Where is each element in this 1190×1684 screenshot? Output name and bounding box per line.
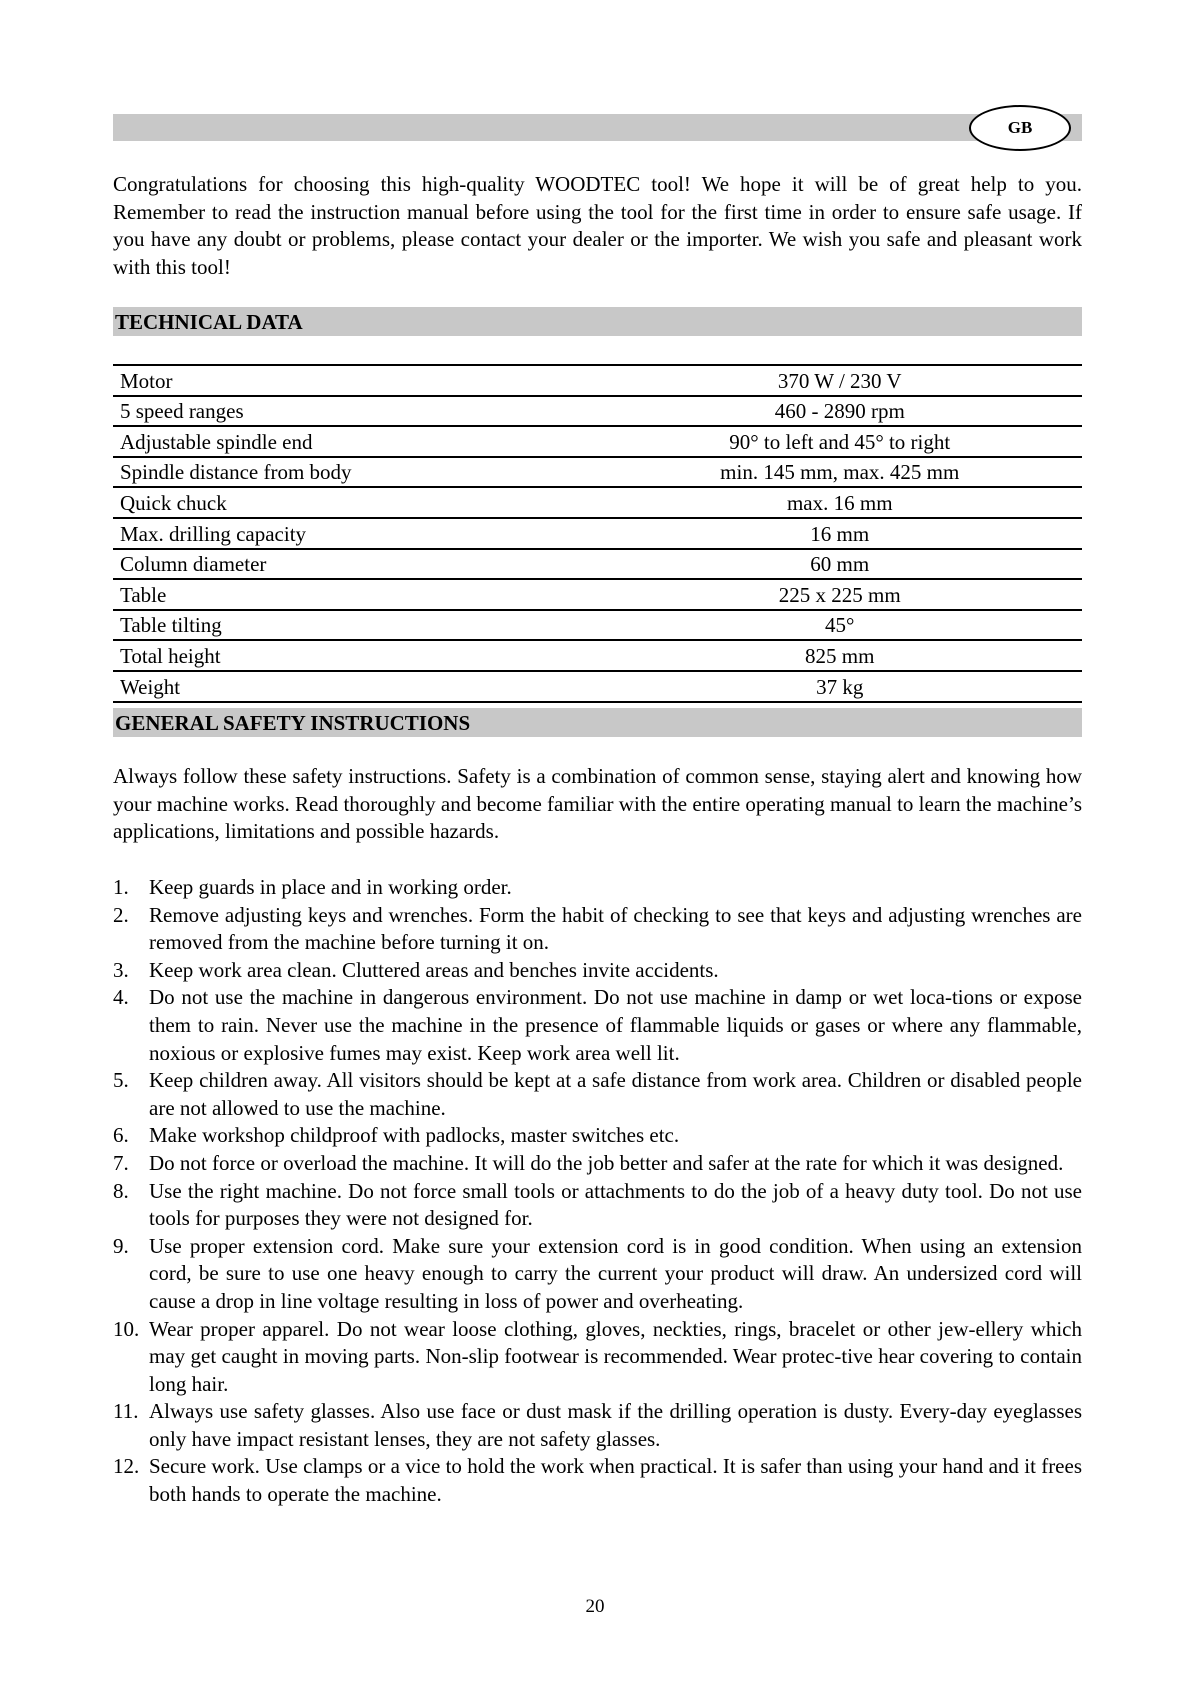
table-row — [113, 518, 1082, 549]
list-item-text: Keep guards in place and in working order. — [149, 875, 512, 899]
list-item — [113, 1316, 1082, 1399]
spec-value: 370 W / 230 V — [598, 365, 1083, 396]
table-row — [113, 487, 1082, 518]
spec-value: 37 kg — [598, 671, 1083, 702]
spec-value: min. 145 mm, max. 425 mm — [598, 457, 1083, 488]
list-item — [113, 957, 1082, 985]
table-row — [113, 365, 1082, 396]
safety-instructions-list — [113, 874, 1082, 1509]
list-item-text: Do not use the machine in dangerous environment. Do not use machine in damp or wet loca-tions or expose them to rain. Never use the machine in the presence of flammable liquids or gases or where any flammable, noxious or explosive fumes may exist. Keep work area well lit. — [149, 985, 1082, 1065]
list-item-number: 7. — [113, 1150, 129, 1175]
list-item-text: Secure work. Use clamps or a vice to hold the work when practical. It is safer than using your hand and it frees both hands to operate the machine. — [149, 1454, 1082, 1507]
spec-value: 45° — [598, 610, 1083, 641]
spec-value: 60 mm — [598, 549, 1083, 580]
table-row — [113, 549, 1082, 580]
list-item-number: 8. — [113, 1178, 129, 1203]
list-item-number: 4. — [113, 985, 129, 1010]
technical-data-heading: TECHNICAL DATA — [113, 307, 1082, 336]
list-item-text: Keep work area clean. Cluttered areas and benches invite accidents. — [149, 957, 719, 982]
table-row — [113, 579, 1082, 610]
spec-value: 225 x 225 mm — [598, 579, 1083, 610]
safety-intro-paragraph: Always follow these safety instructions. Safety is a combination of common sense, staying alert and knowing how your machine works. Read thoroughly and become familiar with the entire operating manual to learn the machine’s applications, limitations and possible hazards. — [113, 764, 1082, 843]
list-item-number: 6. — [113, 1123, 129, 1148]
spec-value: 16 mm — [598, 518, 1083, 549]
list-item — [113, 984, 1082, 1067]
list-item-number: 1. — [113, 875, 129, 899]
spec-label: Weight — [113, 671, 598, 702]
table-row — [113, 671, 1082, 702]
intro-paragraph: Congratulations for choosing this high-quality WOODTEC tool! We hope it will be of great help to you. Remember to read the instruction manual before using the tool for the first time in order to ensure safe usage. If you have any doubt or problems, please contact your dealer or the importer. We wish you safe and pleasant work with this tool! — [113, 172, 1082, 279]
spec-label: 5 speed ranges — [113, 396, 598, 427]
list-item-text: Remove adjusting keys and wrenches. Form the habit of checking to see that keys and adjusting wrenches are removed from the machine before turning it on. — [149, 902, 1082, 955]
language-badge: GB — [969, 105, 1071, 151]
safety-heading: GENERAL SAFETY INSTRUCTIONS — [113, 708, 1082, 737]
list-item — [113, 1122, 1082, 1150]
table-row — [113, 457, 1082, 488]
spec-label: Table — [113, 579, 598, 610]
header-bar — [113, 114, 1082, 141]
spec-label: Total height — [113, 640, 598, 671]
list-item — [113, 1150, 1082, 1178]
spec-value: 460 - 2890 rpm — [598, 396, 1083, 427]
list-item — [113, 1453, 1082, 1508]
technical-data-table — [113, 364, 1082, 703]
list-item — [113, 1233, 1082, 1316]
list-item — [113, 1178, 1082, 1233]
list-item-number: 2. — [113, 902, 129, 927]
list-item-text: Always use safety glasses. Also use face or dust mask if the drilling operation is dusty. Every-day eyeglasses only have impact resistant lenses, they are not safety glasses. — [149, 1399, 1082, 1451]
spec-label: Motor — [113, 365, 598, 396]
spec-label: Column diameter — [113, 549, 598, 580]
list-item-number: 9. — [113, 1233, 129, 1258]
list-item — [113, 1398, 1082, 1453]
spec-value: 825 mm — [598, 640, 1083, 671]
spec-label: Spindle distance from body — [113, 457, 598, 488]
table-row — [113, 396, 1082, 427]
table-row — [113, 640, 1082, 671]
list-item-number: 5. — [113, 1068, 129, 1093]
page-number: 20 — [585, 1596, 605, 1617]
list-item-number: 10. — [113, 1316, 140, 1341]
list-item — [113, 1067, 1082, 1122]
spec-label: Max. drilling capacity — [113, 518, 598, 549]
spec-label: Adjustable spindle end — [113, 426, 598, 457]
list-item-text: Wear proper apparel. Do not wear loose clothing, gloves, neckties, rings, bracelet or other jew-ellery which may get caught in moving parts. Non-slip footwear is recommended. Wear protec-tive hear covering to contain long hair. — [149, 1316, 1082, 1396]
list-item — [113, 902, 1082, 957]
table-row — [113, 610, 1082, 641]
spec-value: max. 16 mm — [598, 487, 1083, 518]
list-item-text: Make workshop childproof with padlocks, master switches etc. — [149, 1123, 680, 1148]
list-item-text: Use the right machine. Do not force small tools or attachments to do the job of a heavy duty tool. Do not use tools for purposes they were not designed for. — [149, 1178, 1082, 1231]
list-item-text: Do not force or overload the machine. It will do the job better and safer at the rate for which it was designed. — [149, 1150, 1064, 1175]
spec-label: Quick chuck — [113, 487, 598, 518]
list-item-number: 11. — [113, 1399, 139, 1424]
list-item-text: Use proper extension cord. Make sure your extension cord is in good condition. When using an extension cord, be sure to use one heavy enough to carry the current your product will draw. An undersized cord will cause a drop in line voltage resulting in loss of power and overheating. — [149, 1233, 1082, 1313]
list-item-number: 12. — [113, 1454, 140, 1479]
spec-value: 90° to left and 45° to right — [598, 426, 1083, 457]
table-row — [113, 426, 1082, 457]
list-item-number: 3. — [113, 957, 129, 982]
spec-label: Table tilting — [113, 610, 598, 641]
list-item — [113, 874, 1082, 902]
list-item-text: Keep children away. All visitors should be kept at a safe distance from work area. Children or disabled people are not allowed to use the machine. — [149, 1068, 1082, 1120]
